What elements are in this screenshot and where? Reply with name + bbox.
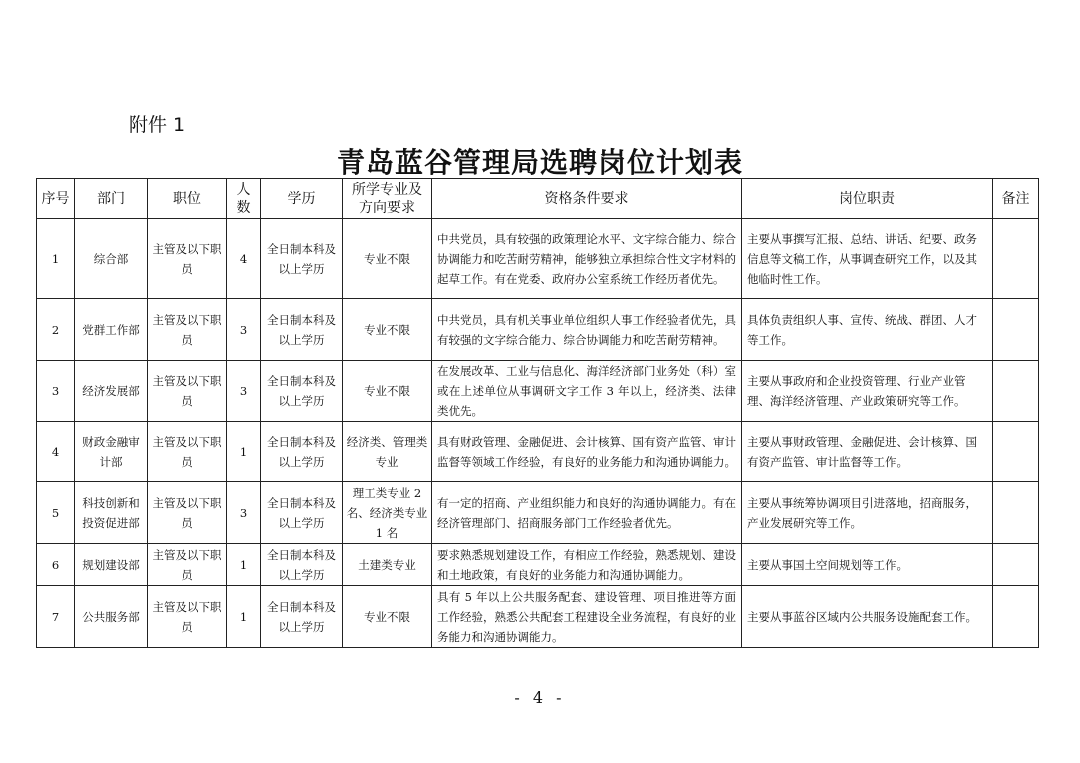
cell-seq: 3 [37,361,75,422]
header-dept: 部门 [75,179,148,219]
recruitment-plan-table [36,178,1039,648]
cell-seq: 7 [37,586,75,648]
cell-major: 土建类专业 [343,544,432,586]
cell-duties: 主要从事撰写汇报、总结、讲话、纪要、政务信息等文稿工作，从事调查研究工作，以及其他临时性工作。 [742,219,993,299]
header-remarks: 备注 [993,179,1039,219]
cell-count: 1 [227,586,261,648]
cell-count: 3 [227,361,261,422]
cell-dept: 财政金融审计部 [75,422,148,482]
cell-remarks [993,299,1039,361]
cell-dept: 党群工作部 [75,299,148,361]
cell-requirements: 中共党员，具有机关事业单位组织人事工作经验者优先，具有较强的文字综合能力、综合协调能力和吃苦耐劳精神。 [432,299,742,361]
header-count: 人数 [227,179,261,219]
document-title: 青岛蓝谷管理局选聘岗位计划表 [336,146,743,179]
cell-education: 全日制本科及以上学历 [261,361,343,422]
header-requirements: 资格条件要求 [432,179,742,219]
cell-seq: 4 [37,422,75,482]
cell-duties: 主要从事财政管理、金融促进、会计核算、国有资产监管、审计监督等工作。 [742,422,993,482]
cell-seq: 6 [37,544,75,586]
cell-position: 主管及以下职员 [148,422,227,482]
cell-duties: 主要从事国土空间规划等工作。 [742,544,993,586]
attachment-label: 附件 1 [129,114,186,136]
cell-remarks [993,219,1039,299]
cell-education: 全日制本科及以上学历 [261,544,343,586]
cell-dept: 经济发展部 [75,361,148,422]
header-duties: 岗位职责 [742,179,993,219]
table-row [37,219,1039,299]
cell-count: 1 [227,544,261,586]
cell-count: 3 [227,299,261,361]
cell-dept: 公共服务部 [75,586,148,648]
cell-position: 主管及以下职员 [148,299,227,361]
table-row [37,586,1039,648]
table-row [37,422,1039,482]
cell-education: 全日制本科及以上学历 [261,299,343,361]
cell-remarks [993,361,1039,422]
cell-major: 经济类、管理类专业 [343,422,432,482]
cell-position: 主管及以下职员 [148,482,227,544]
cell-major: 专业不限 [343,299,432,361]
table-row [37,299,1039,361]
table-header-row [37,179,1039,219]
table-row [37,482,1039,544]
cell-requirements: 要求熟悉规划建设工作，有相应工作经验，熟悉规划、建设和土地政策，有良好的业务能力和沟通协调能力。 [432,544,742,586]
header-seq: 序号 [37,179,75,219]
table-row [37,544,1039,586]
cell-seq: 1 [37,219,75,299]
cell-dept: 科技创新和投资促进部 [75,482,148,544]
page-number: - 4 - [514,688,566,707]
cell-major: 专业不限 [343,219,432,299]
cell-education: 全日制本科及以上学历 [261,482,343,544]
cell-duties: 主要从事蓝谷区域内公共服务设施配套工作。 [742,586,993,648]
cell-education: 全日制本科及以上学历 [261,219,343,299]
cell-position: 主管及以下职员 [148,586,227,648]
cell-major: 专业不限 [343,586,432,648]
cell-dept: 综合部 [75,219,148,299]
cell-seq: 5 [37,482,75,544]
header-major: 所学专业及方向要求 [343,179,432,219]
cell-major: 理工类专业 2 名、经济类专业 1 名 [343,482,432,544]
cell-education: 全日制本科及以上学历 [261,422,343,482]
cell-dept: 规划建设部 [75,544,148,586]
header-education: 学历 [261,179,343,219]
header-position: 职位 [148,179,227,219]
cell-duties: 具体负责组织人事、宣传、统战、群团、人才等工作。 [742,299,993,361]
cell-requirements: 中共党员，具有较强的政策理论水平、文字综合能力、综合协调能力和吃苦耐劳精神，能够独立承担综合性文字材料的起草工作。有在党委、政府办公室系统工作经历者优先。 [432,219,742,299]
cell-duties: 主要从事政府和企业投资管理、行业产业管理、海洋经济管理、产业政策研究等工作。 [742,361,993,422]
cell-position: 主管及以下职员 [148,219,227,299]
cell-remarks [993,482,1039,544]
cell-requirements: 具有 5 年以上公共服务配套、建设管理、项目推进等方面工作经验，熟悉公共配套工程建设全业务流程，有良好的业务能力和沟通协调能力。 [432,586,742,648]
cell-count: 3 [227,482,261,544]
cell-education: 全日制本科及以上学历 [261,586,343,648]
cell-major: 专业不限 [343,361,432,422]
cell-requirements: 在发展改革、工业与信息化、海洋经济部门业务处（科）室或在上述单位从事调研文字工作 3 年以上，经济类、法律类优先。 [432,361,742,422]
cell-remarks [993,422,1039,482]
table-row [37,361,1039,422]
cell-count: 4 [227,219,261,299]
cell-position: 主管及以下职员 [148,544,227,586]
cell-seq: 2 [37,299,75,361]
cell-duties: 主要从事统筹协调项目引进落地，招商服务，产业发展研究等工作。 [742,482,993,544]
cell-requirements: 有一定的招商、产业组织能力和良好的沟通协调能力。有在经济管理部门、招商服务部门工作经验者优先。 [432,482,742,544]
cell-position: 主管及以下职员 [148,361,227,422]
cell-count: 1 [227,422,261,482]
cell-remarks [993,544,1039,586]
cell-requirements: 具有财政管理、金融促进、会计核算、国有资产监管、审计监督等领域工作经验，有良好的业务能力和沟通协调能力。 [432,422,742,482]
cell-remarks [993,586,1039,648]
